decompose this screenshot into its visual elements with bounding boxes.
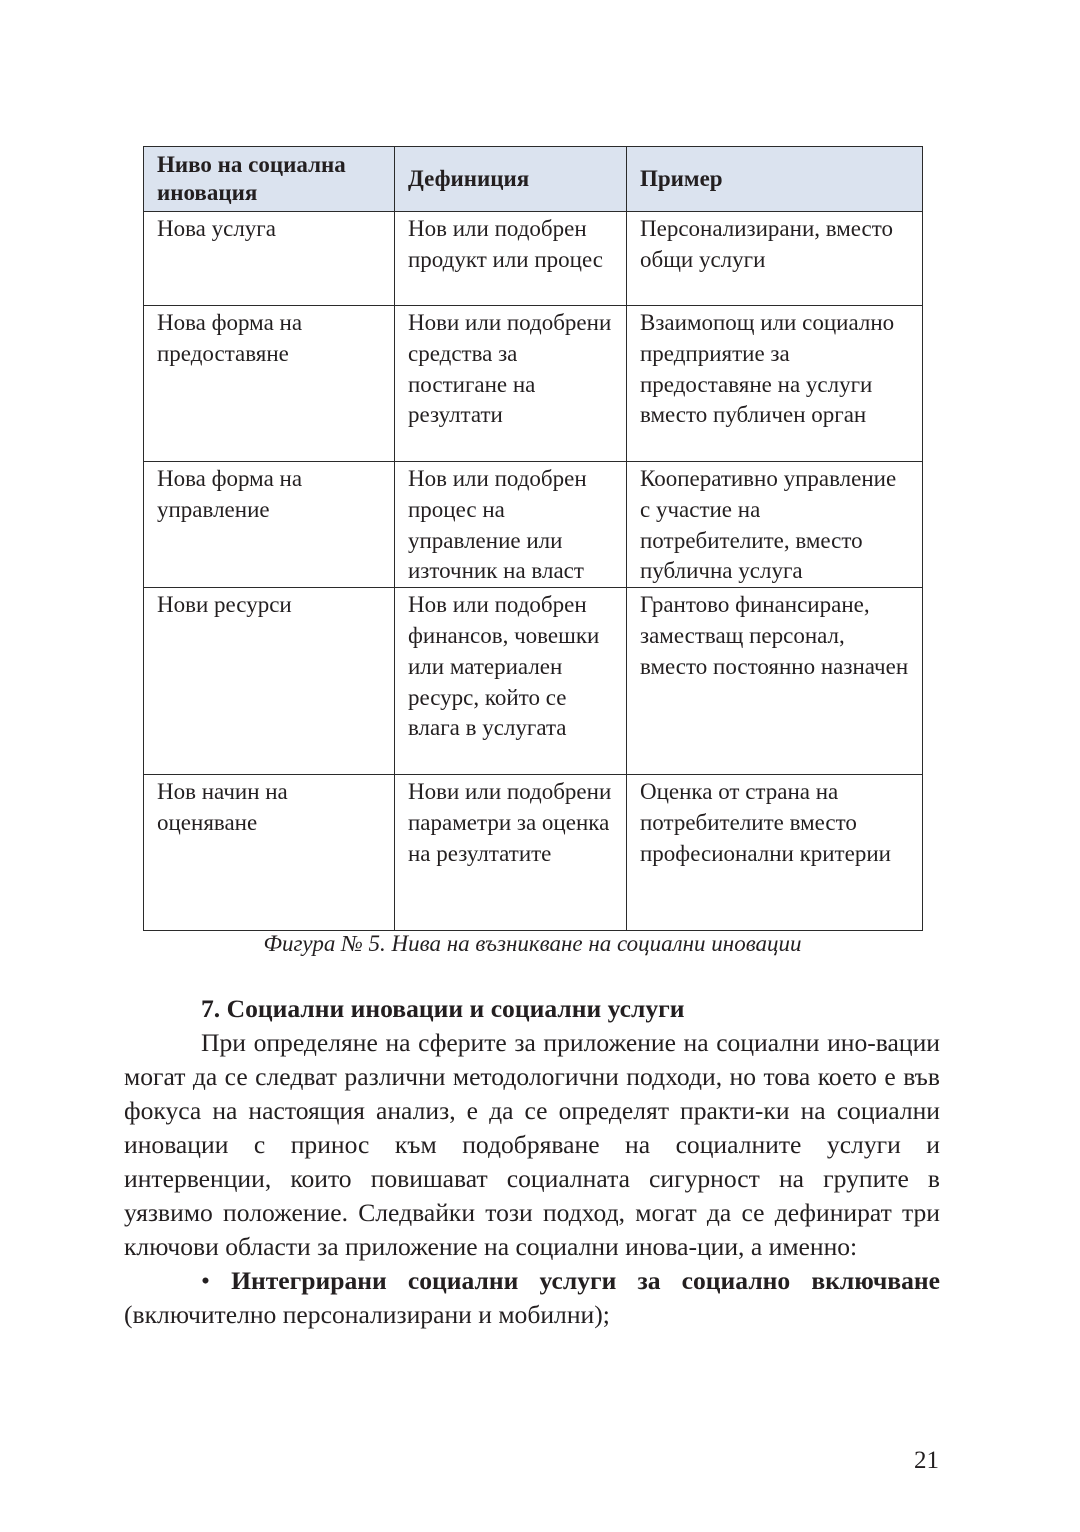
cell-level: Нов начин на оценяване (144, 775, 395, 931)
section-7 (124, 992, 940, 1332)
table-row (144, 306, 923, 462)
section-paragraph: При определяне на сферите за приложение на социални ино-вации могат да се следват различни методологични подходи, но това което е във фокуса на настоящия анализ, е да се определят практи-ки на социални иновации с принос към подобряване на социалните услуги и интервенции, които повишават социалната сигурност на групите в уязвимо положение. Следвайки този подход, могат да се дефинират три ключови области за приложение на социални инова-ции, а именно: (124, 1028, 940, 1261)
table-row (144, 212, 923, 306)
cell-definition: Нови или подобрени средства за постигане на резултати (395, 306, 627, 462)
cell-definition: Нови или подобрени параметри за оценка на резултатите (395, 775, 627, 931)
cell-example: Персонализирани, вместо общи услуги (627, 212, 923, 306)
table-header-row (144, 147, 923, 212)
cell-level: Нова услуга (144, 212, 395, 306)
cell-definition-text: Нов или подобрен продукт или процес (408, 216, 603, 272)
page-number: 21 (914, 1447, 939, 1474)
cell-definition (395, 212, 627, 306)
innovation-levels-table (143, 146, 923, 931)
figure-caption: Фигура № 5. Нива на възникване на социални иновации (263, 931, 802, 956)
cell-example: Оценка от страна на потребителите вместо професионални критерии (627, 775, 923, 931)
bullet-bold-text: Интегрирани социални услуги за социално включване (231, 1266, 940, 1295)
header-level: Ниво на социална иновация (144, 147, 395, 212)
table-row (144, 462, 923, 588)
cell-example: Грантово финансиране, заместващ персонал, вместо постоянно назначен (627, 588, 923, 775)
cell-level: Нова форма на управление (144, 462, 395, 588)
bullet-rest-text: (включително персонализирани и мобилни); (124, 1300, 610, 1329)
cell-definition: Нов или подобрен финансов, човешки или материален ресурс, който се влага в услугата (395, 588, 627, 775)
bullet-item (124, 1264, 940, 1332)
cell-definition: Нов или подобрен процес на управление или източник на власт (395, 462, 627, 588)
cell-example: Взаимопощ или социално предприятие за предоставяне на услуги вместо публичен орган (627, 306, 923, 462)
section-heading: 7. Социални иновации и социални услуги (201, 994, 685, 1023)
header-definition: Дефиниция (395, 147, 627, 212)
table-row (144, 775, 923, 931)
bullet-marker: • (201, 1266, 210, 1295)
header-example: Пример (627, 147, 923, 212)
cell-example: Кооперативно управление с участие на потребителите, вместо публична услуга (627, 462, 923, 588)
cell-level: Нова форма на предоставяне (144, 306, 395, 462)
cell-level: Нови ресурси (144, 588, 395, 775)
table-row (144, 588, 923, 775)
